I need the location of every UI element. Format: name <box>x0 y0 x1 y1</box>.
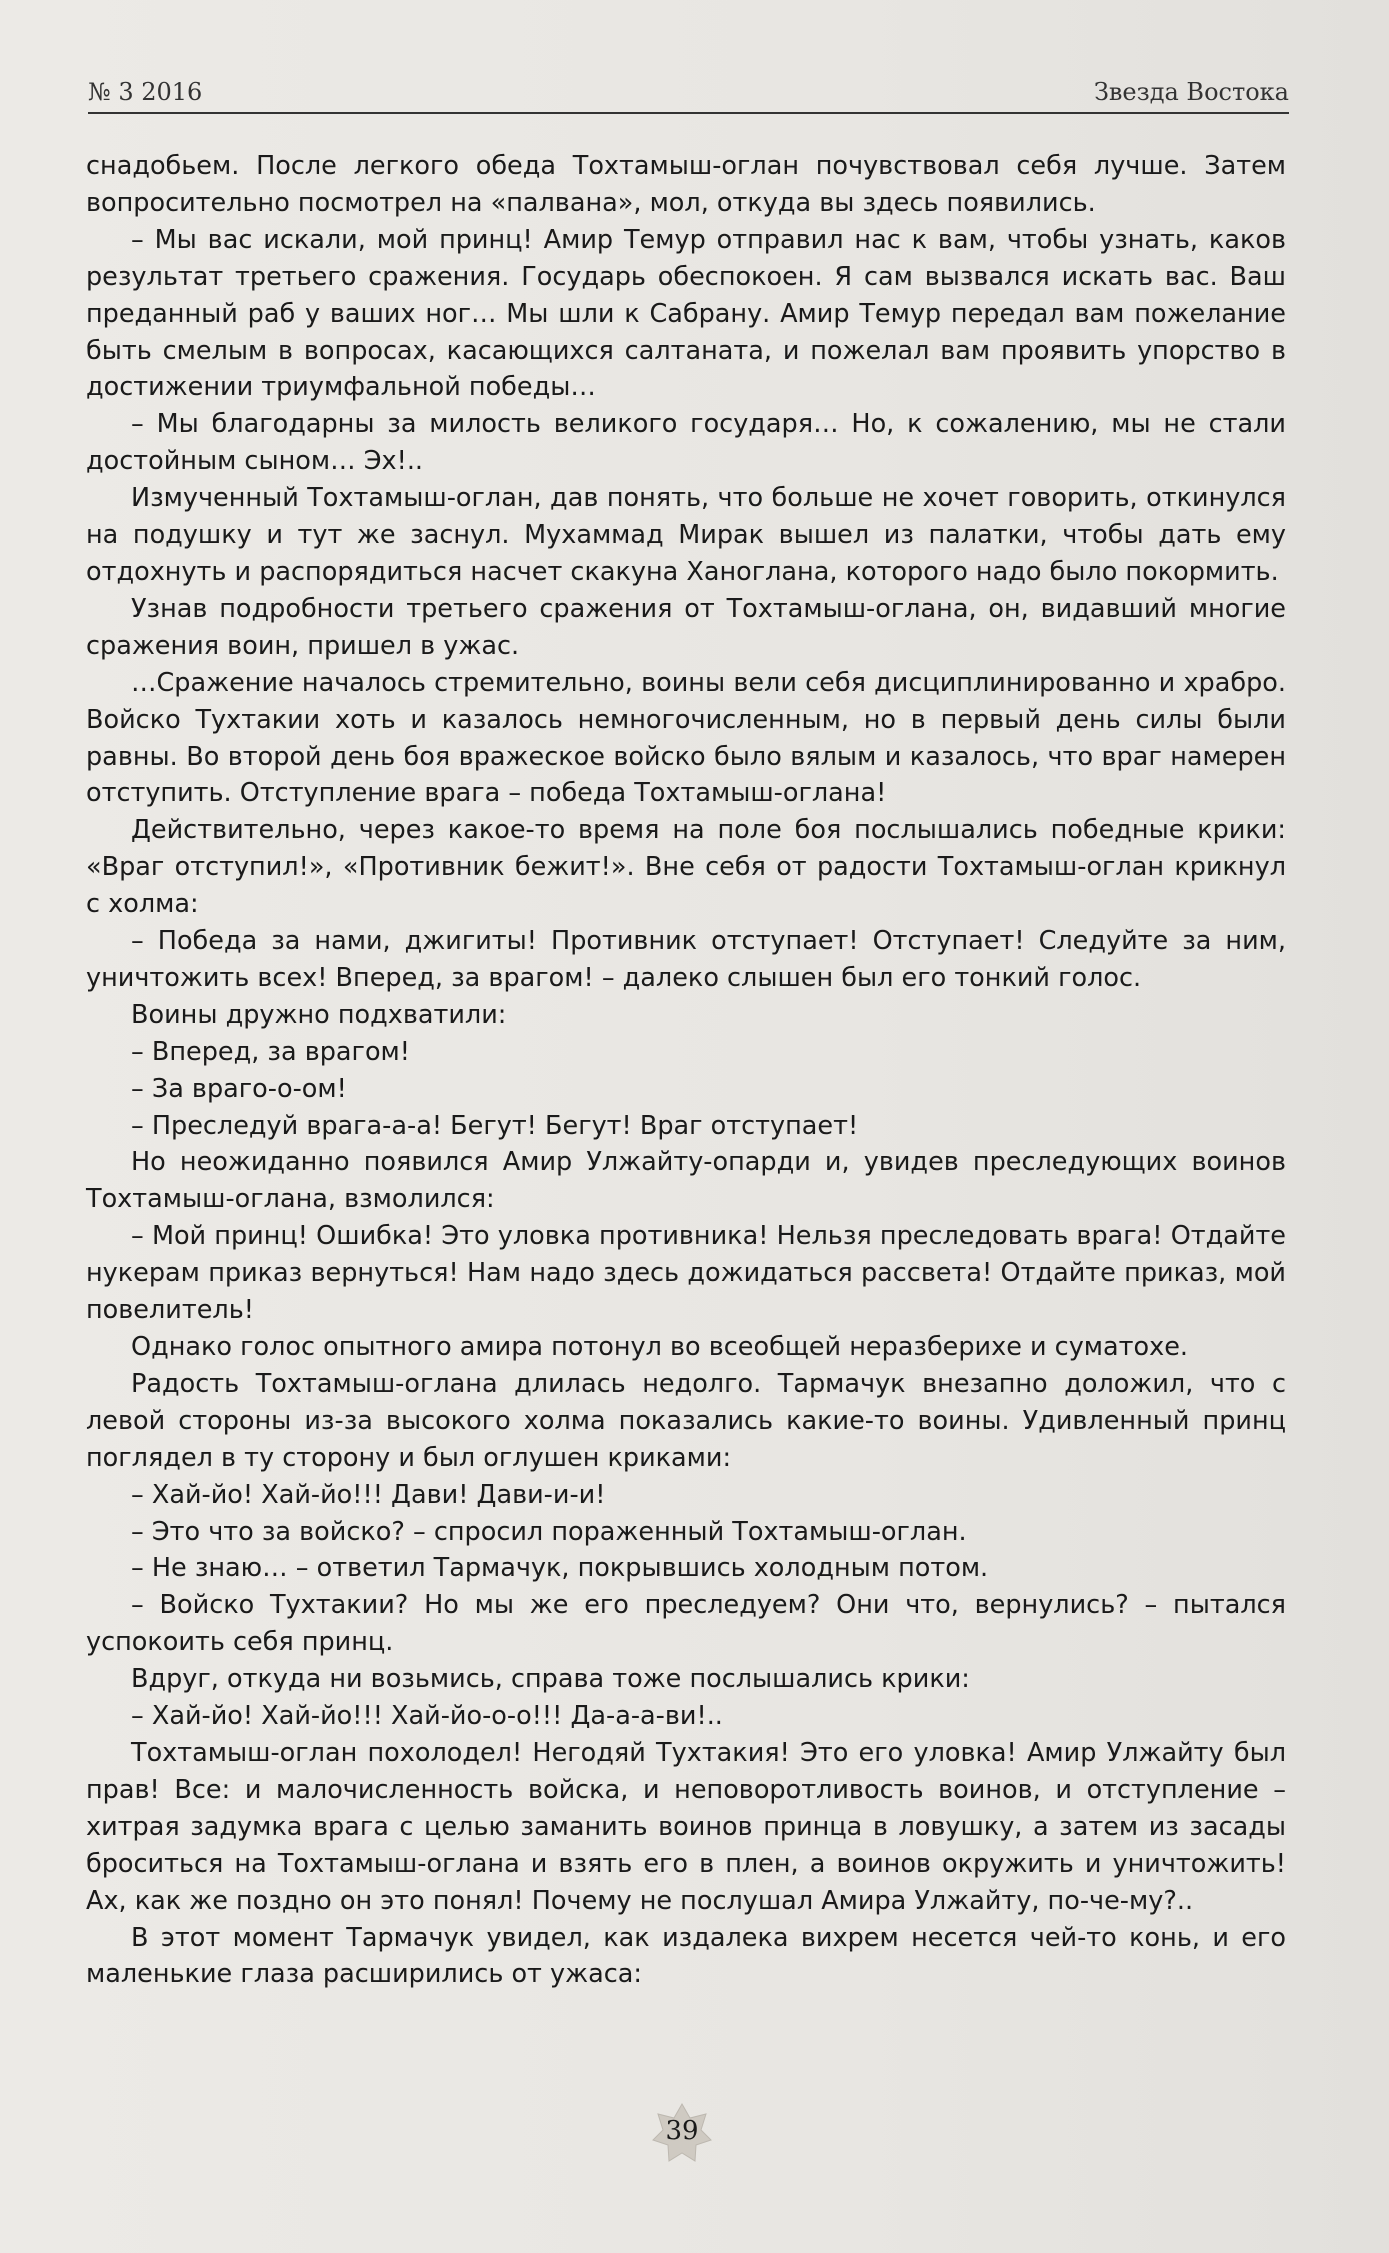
paragraph: Действительно, через какое-то время на поле боя послышались победные крики: «Враг отступил!», «Противник бежит!». Вне себя от радости Тохтамыш-оглан крикнул с холма: <box>86 815 1286 920</box>
body-text <box>86 148 1286 1993</box>
paragraph: – Мы благодарны за милость великого государя… Но, к сожалению, мы не стали достойным сыном… Эх!.. <box>86 409 1286 477</box>
paragraph: – Войско Тухтакии? Но мы же его преследуем? Они что, вернулись? – пытался успокоить себя принц. <box>86 1590 1286 1658</box>
paragraph: – Это что за войско? – спросил пораженный Тохтамыш-оглан. <box>131 1516 967 1547</box>
page-number-badge <box>651 2102 713 2164</box>
paragraph: Тохтамыш-оглан похолодел! Негодяй Тухтакия! Это его уловка! Амир Улжайту был прав! Все: и малочисленность войска, и неповоротливость воинов, и отступление – хитрая задумка врага с целью заманить воинов принца в ловушку, а затем из засады броситься на Тохтамыш-оглана и взять его в плен, а воинов окружить и уничтожить! Ах, как же поздно он это понял! Почему не послушал Амира Улжайту, по-че-му?.. <box>86 1737 1286 1916</box>
paragraph: Узнав подробности третьего сражения от Тохтамыш-оглана, он, видавший многие сражения воин, пришел в ужас. <box>86 593 1286 661</box>
paragraph: Измученный Тохтамыш-оглан, дав понять, что больше не хочет говорить, откинулся на подушку и тут же заснул. Мухаммад Мирак вышел из палатки, чтобы дать ему отдохнуть и распорядиться насчет скакуна Ханоглана, которого надо было покормить. <box>86 483 1286 587</box>
paragraph: – Мы вас искали, мой принц! Амир Темур отправил нас к вам, чтобы узнать, каков результат третьего сражения. Государь обеспокоен. Я сам вызвался искать вас. Ваш преданный раб у ваших ног… Мы шли к Сабрану. Амир Темур передал вам пожелание быть смелым в вопросах, касающихся салтаната, и пожелал вам проявить упорство в достижении триумфальной победы… <box>86 224 1286 403</box>
paragraph: В этот момент Тармачук увидел, как издалека вихрем несется чей-то конь, и его маленькие глаза расширились от ужаса: <box>86 1922 1286 1990</box>
running-header <box>88 74 1289 114</box>
paragraph: Вдруг, откуда ни возьмись, справа тоже послышались крики: <box>131 1664 970 1695</box>
paragraph: Радость Тохтамыш-оглана длилась недолго. Тармачук внезапно доложил, что с левой стороны из-за высокого холма показались какие-то воины. Удивленный принц поглядел в ту сторону и был оглушен криками: <box>86 1368 1286 1473</box>
paragraph: Но неожиданно появился Амир Улжайту-опарди и, увидев преследующих воинов Тохтамыш-оглана, взмолился: <box>86 1147 1286 1215</box>
paragraph: снадобьем. После легкого обеда Тохтамыш-оглан почувствовал себя лучше. Затем вопросительно посмотрел на «палвана», мол, откуда вы здесь появились. <box>86 151 1286 218</box>
paragraph: …Сражение началось стремительно, воины вели себя дисциплинированно и храбро. Войско Тухтакии хоть и казалось немногочисленным, но в первый день силы были равны. Во второй день боя вражеское войско было вялым и казалось, что враг намерен отступить. Отступление врага – победа Тохтамыш-оглана! <box>86 667 1286 809</box>
paragraph: – Хай-йо! Хай-йо!!! Хай-йо-о-о!!! Да-а-а-ви!.. <box>131 1701 723 1732</box>
paragraph: – Мой принц! Ошибка! Это уловка противника! Нельзя преследовать врага! Отдайте нукерам приказ вернуться! Нам надо здесь дожидаться рассвета! Отдайте приказ, мой повелитель! <box>86 1221 1286 1326</box>
paragraph: Воины дружно подхватили: <box>131 999 507 1030</box>
paragraph: – За враго-о-ом! <box>131 1073 347 1104</box>
paragraph: – Вперед, за врагом! <box>131 1036 411 1067</box>
paragraph: – Не знаю… – ответил Тармачук, покрывшись холодным потом. <box>131 1553 989 1584</box>
paragraph: – Победа за нами, джигиты! Противник отступает! Отступает! Следуйте за ним, уничтожить всех! Вперед, за врагом! – далеко слышен был его тонкий голос. <box>86 926 1286 993</box>
paragraph: – Преследуй врага-а-а! Бегут! Бегут! Враг отступает! <box>131 1110 859 1141</box>
header-rule <box>88 112 1289 114</box>
paragraph: Однако голос опытного амира потонул во всеобщей неразберихе и суматохе. <box>131 1332 1188 1362</box>
paragraph: – Хай-йо! Хай-йо!!! Дави! Дави-и-и! <box>131 1479 606 1510</box>
journal-title: Звезда Востока <box>1093 78 1289 106</box>
issue-number: № 3 2016 <box>88 78 203 106</box>
page-number: 39 <box>665 2116 699 2146</box>
